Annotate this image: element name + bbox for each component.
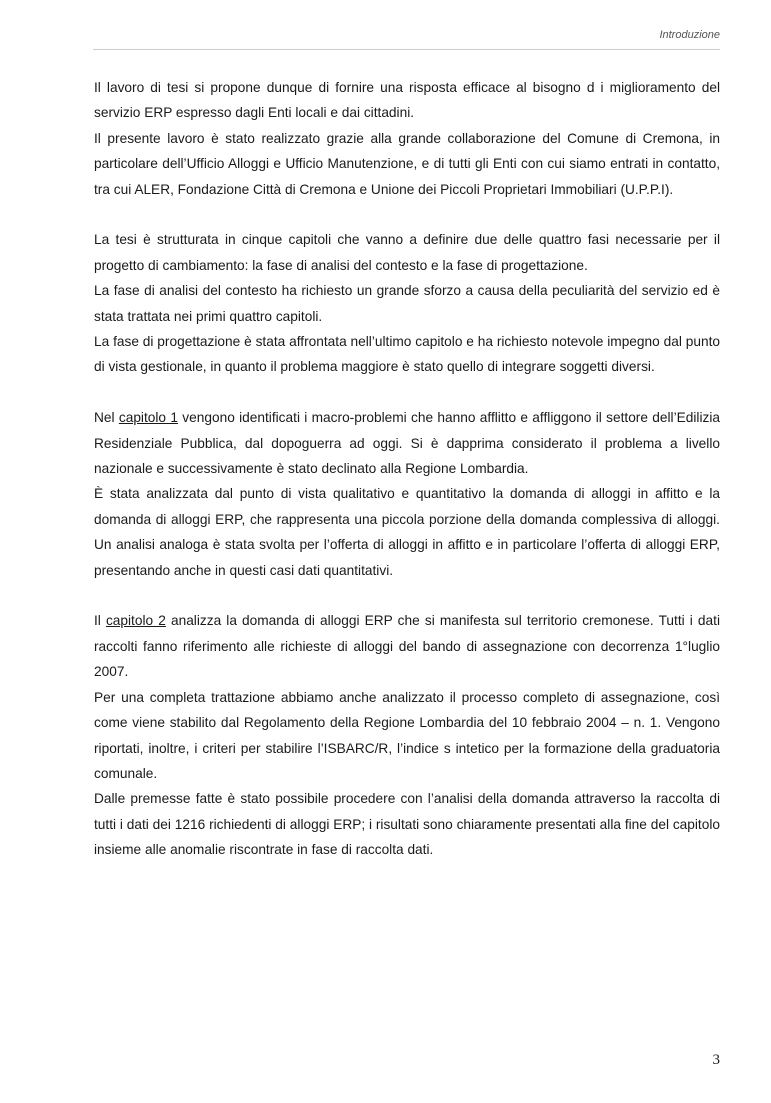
paragraph-assignment-process: Per una completa trattazione abbiamo anche analizzato il processo completo di assegnazione, così come viene stabilito dal Regolamento della Regione Lombardia del 10 febbraio 2004 – n. 1. Vengono riportati, inoltre, i criteri per stabilire l’ISBARC/R, l’indice s intetico per la formazione della graduatoria comunale. [94, 689, 720, 781]
chapter-2-reference: capitolo 2 [105, 613, 166, 629]
chapter-1-intro: Nel [94, 410, 119, 426]
chapter-2-text: analizza la domanda di alloggi ERP che si manifesta sul territorio cremonese. Tutti i dati raccolti fanno riferimento alle richieste di alloggi del bando di assegnazione con decorrenza 1°luglio 2007. [94, 613, 720, 680]
paragraph-structure: La tesi è strutturata in cinque capitoli che vanno a definire due delle quattro fasi necessarie per il progetto di cambiamento: la fase di analisi del contesto e la fase di progettazione. [94, 232, 720, 273]
paragraph-gap [94, 380, 720, 405]
chapter-1-text: vengono identificati i macro-problemi che hanno afflitto e affliggono il settore dell’Edilizia Residenziale Pubblica, dal dopoguerra ad oggi. Si è dapprima considerato il problema a livello nazionale e successivamente è stato declinato alla Regione Lombardia. [94, 410, 720, 477]
paragraph-data-collection: Dalle premesse fatte è stato possibile procedere con l’analisi della domanda attraverso la raccolta di tutti i dati dei 1216 richiedenti di alloggi ERP; i risultati sono chiaramente presentati alla fine del capitolo insieme alle anomalie riscontrate in fase di raccolta dati. [94, 791, 720, 858]
body-text [94, 75, 720, 863]
paragraph-gap [94, 202, 720, 227]
chapter-2-intro: Il [94, 613, 106, 629]
header-divider [93, 49, 720, 50]
chapter-1-reference: capitolo 1 [118, 410, 178, 426]
page-number: 3 [712, 1052, 720, 1068]
running-header-title: Introduzione [659, 29, 720, 41]
paragraph-thesis-purpose: Il lavoro di tesi si propone dunque di fornire una risposta efficace al bisogno d i miglioramento del servizio ERP espresso dagli Enti locali e dai cittadini. [94, 80, 720, 121]
paragraph-chapter-2 [94, 608, 720, 684]
paragraph-gap [94, 583, 720, 608]
paragraph-context-analysis: La fase di analisi del contesto ha richiesto un grande sforzo a causa della peculiarità del servizio ed è stata trattata nei primi quattro capitoli. [94, 283, 720, 324]
paragraph-collaboration: Il presente lavoro è stato realizzato grazie alla grande collaborazione del Comune di Cremona, in particolare dell’Ufficio Alloggi e Ufficio Manutenzione, e di tutti gli Enti con cui siamo entrati in contatto, tra cui ALER, Fondazione Città di Cremona e Unione dei Piccoli Proprietari Immobiliari (U.P.P.I). [94, 130, 720, 197]
paragraph-chapter-1 [94, 405, 720, 481]
paragraph-design-phase: La fase di progettazione è stata affrontata nell’ultimo capitolo e ha richiesto notevole impegno dal punto di vista gestionale, in quanto il problema maggiore è stato quello di integrare soggetti diversi. [94, 334, 720, 375]
paragraph-demand-analysis: È stata analizzata dal punto di vista qualitativo e quantitativo la domanda di alloggi in affitto e la domanda di alloggi ERP, che rappresenta una piccola porzione della domanda complessiva di alloggi. Un analisi analoga è stata svolta per l’offerta di alloggi in affitto e in particolare l’offerta di alloggi ERP, presentando anche in questi casi dati quantitativi. [94, 486, 720, 578]
